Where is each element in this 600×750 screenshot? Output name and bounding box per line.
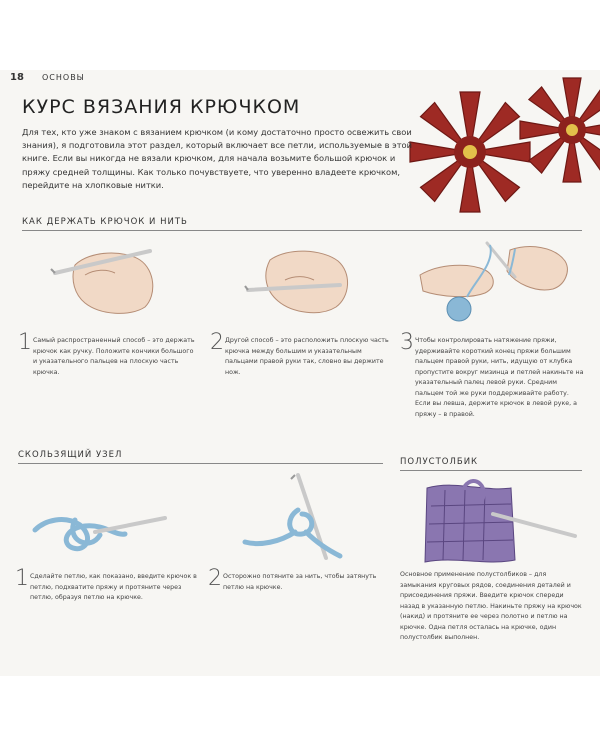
step-number-3: 3 bbox=[400, 330, 414, 355]
crochet-flowers-photo bbox=[402, 70, 600, 220]
flower-right bbox=[520, 78, 600, 182]
step-caption-1: Самый распространенный способ – это держать крючок как ручку. Положите кончики большого и указательного пальцев на плоскую часть крючка. bbox=[33, 337, 195, 376]
page-title: КУРС ВЯЗАНИЯ КРЮЧКОМ bbox=[22, 96, 301, 118]
single-crochet-caption: Основное применение полустолбиков – для замыкания круговых рядов, соединения деталей и присоединения пряжи. Введите крючок спереди назад в указанную петлю. Накиньте пряжу на крючок (накид) и протяните ее через полотно и петлю на крючке. Одна петля осталась на крючке, один полустолбик выполнен. bbox=[400, 571, 582, 641]
step-number-1: 1 bbox=[18, 330, 32, 355]
section-heading-single-crochet: ПОЛУСТОЛБИК bbox=[400, 457, 479, 467]
flower-left bbox=[410, 92, 530, 212]
book-page bbox=[0, 70, 600, 676]
intro-paragraph: Для тех, кто уже знаком с вязанием крючком (и кому достаточно просто освежить свои знания), я подготовила этот раздел, который включает все петли, используемые в этой книге. Если вы никогда не вязали крючком, для начала возьмите большой крючок и пряжу средней толщины. Как только почувствуете, что уверенно владеете крючком, перейдите на хлопковые нитки. bbox=[22, 127, 412, 190]
section-heading-hold: КАК ДЕРЖАТЬ КРЮЧОК И НИТЬ bbox=[22, 217, 188, 227]
hand-knife-grip-illustration bbox=[240, 245, 360, 320]
step-number-2: 2 bbox=[210, 330, 224, 355]
step-caption-2: Другой способ – это расположить плоскую часть крючка между большим и указательным пальцами правой руки так, словно вы держите нож. bbox=[225, 337, 389, 376]
section-rule-hold bbox=[22, 230, 582, 231]
section-rule-slip-knot bbox=[18, 463, 383, 464]
slip-knot-loop-illustration bbox=[35, 490, 175, 560]
knot-step-caption-2: Осторожно потяните за нить, чтобы затянуть петлю на крючке. bbox=[223, 573, 377, 591]
step-caption-3: Чтобы контролировать натяжение пряжи, удерживайте короткий конец пряжи большим пальцем правой руки, нить, идущую от клубка пропустите вокруг мизинца и петлей накиньте на указательный палец левой руки. Средним пальцем той же руки поддерживайте работу. Если вы левша, держите крючок в левой руке, а пряжу – в правой. bbox=[415, 337, 584, 418]
knot-step-caption-1: Сделайте петлю, как показано, введите крючок в петлю, подхватите пряжу и протяните через петлю, образуя петлю на крючке. bbox=[30, 573, 197, 601]
hand-pencil-grip-illustration bbox=[45, 245, 165, 320]
knot-step-number-2: 2 bbox=[208, 566, 222, 591]
single-crochet-swatch-illustration bbox=[415, 478, 585, 573]
section-name: ОСНОВЫ bbox=[42, 73, 85, 82]
hands-yarn-tension-illustration bbox=[415, 235, 575, 325]
slip-knot-tighten-illustration bbox=[240, 470, 360, 565]
page-number: 18 bbox=[10, 72, 24, 83]
section-rule-single-crochet bbox=[400, 470, 582, 471]
knot-step-number-1: 1 bbox=[15, 566, 29, 591]
section-heading-slip-knot: СКОЛЬЗЯЩИЙ УЗЕЛ bbox=[18, 450, 123, 460]
